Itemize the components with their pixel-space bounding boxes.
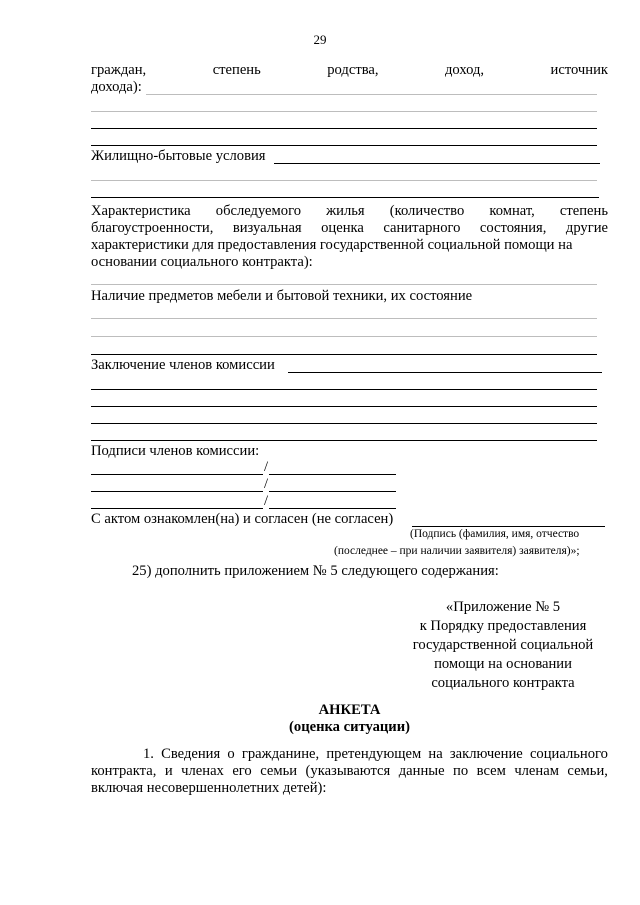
form-title: АНКЕТА (318, 702, 381, 718)
signature-line (269, 491, 396, 492)
word: санитарного (383, 220, 461, 236)
appendix-line: «Приложение № 5 (445, 599, 561, 615)
form-subtitle: (оценка ситуации) (289, 719, 410, 735)
word: жилья (326, 203, 365, 219)
word: о (227, 746, 235, 762)
fill-line (91, 180, 597, 181)
acquainted-label: С актом ознакомлен(на) и согласен (не согласен) (91, 511, 394, 527)
word: 1. (143, 746, 154, 762)
appendix-line: к Порядку предоставления (419, 618, 587, 634)
word: по (453, 763, 469, 779)
word: доход, (445, 62, 485, 78)
word: степень (559, 203, 608, 219)
word: претендующем (326, 746, 422, 762)
word: семьи, (567, 763, 608, 779)
word: контракта, (91, 763, 157, 779)
signatures-label: Подписи членов комиссии: (91, 443, 260, 459)
living-conditions-label: Жилищно-бытовые условия (91, 148, 266, 164)
word: оценка (321, 220, 364, 236)
conclusion-label: Заключение членов комиссии (91, 357, 275, 373)
fill-line (91, 389, 597, 390)
signature-caption-1: (Подпись (фамилия, имя, отчество (410, 528, 580, 540)
fill-line (91, 354, 597, 355)
word: членам (514, 763, 559, 779)
word: членах (181, 763, 224, 779)
signature-line (91, 491, 263, 492)
word: другие (565, 220, 608, 236)
appendix-line: государственной социальной (412, 637, 594, 653)
fill-line (91, 406, 597, 407)
word: социального (529, 746, 608, 762)
housing-line-1 (91, 203, 608, 220)
housing-line-2 (91, 220, 608, 237)
fill-line (91, 111, 597, 112)
kinship-income-line-1 (91, 62, 608, 79)
word: источник (550, 62, 608, 78)
appendix-header (400, 598, 606, 693)
word: и (164, 763, 173, 779)
housing-line-3: характеристики для предоставления государственной социальной помощи на (91, 237, 573, 253)
fill-line (91, 336, 597, 337)
word: родства, (327, 62, 379, 78)
fill-line (91, 440, 597, 441)
fill-line (274, 163, 600, 164)
signature-line (269, 474, 396, 475)
kinship-income-line-2: дохода): (91, 79, 142, 95)
word: гражданине, (241, 746, 320, 762)
section1-line-2 (91, 763, 608, 780)
section1-line-1 (143, 746, 608, 763)
signature-slash: / (264, 493, 269, 509)
fill-line (91, 145, 597, 146)
word: (количество (389, 203, 465, 219)
word: обследуемого (215, 203, 301, 219)
signature-slash: / (264, 476, 269, 492)
signature-line (91, 474, 263, 475)
word: на (428, 746, 443, 762)
fill-line (91, 284, 597, 285)
appendix-line: социального контракта (431, 675, 575, 691)
signature-line (269, 508, 396, 509)
fill-line (91, 318, 597, 319)
fill-line (91, 128, 597, 129)
section1-line-3: включая несовершеннолетних детей): (91, 780, 327, 796)
word: граждан, (91, 62, 147, 78)
applicant-signature-line (412, 526, 605, 527)
fill-line (91, 423, 597, 424)
word: степень (212, 62, 261, 78)
housing-line-4: основании социального контракта): (91, 254, 313, 270)
signature-slash: / (264, 459, 269, 475)
fill-line (146, 94, 597, 95)
word: комнат, (489, 203, 535, 219)
word: (указываются (305, 763, 391, 779)
word: состояния, (479, 220, 547, 236)
word: семьи (260, 763, 298, 779)
furniture-label: Наличие предметов мебели и бытовой техники, их состояние (91, 288, 473, 304)
signature-caption-2: (последнее – при наличии заявителя) заявителя)»; (334, 545, 580, 557)
word: заключение (449, 746, 523, 762)
word: данные (398, 763, 445, 779)
word: всем (476, 763, 506, 779)
fill-line (91, 197, 599, 198)
word: благоустроенности, (91, 220, 214, 236)
word: Характеристика (91, 203, 191, 219)
amendment-text: 25) дополнить приложением № 5 следующего содержания: (132, 563, 499, 579)
signature-line (91, 508, 263, 509)
word: визуальная (232, 220, 302, 236)
word: его (232, 763, 252, 779)
page-number: 29 (313, 32, 327, 47)
appendix-line: помощи на основании (434, 656, 572, 672)
word: Сведения (161, 746, 221, 762)
fill-line (288, 372, 602, 373)
